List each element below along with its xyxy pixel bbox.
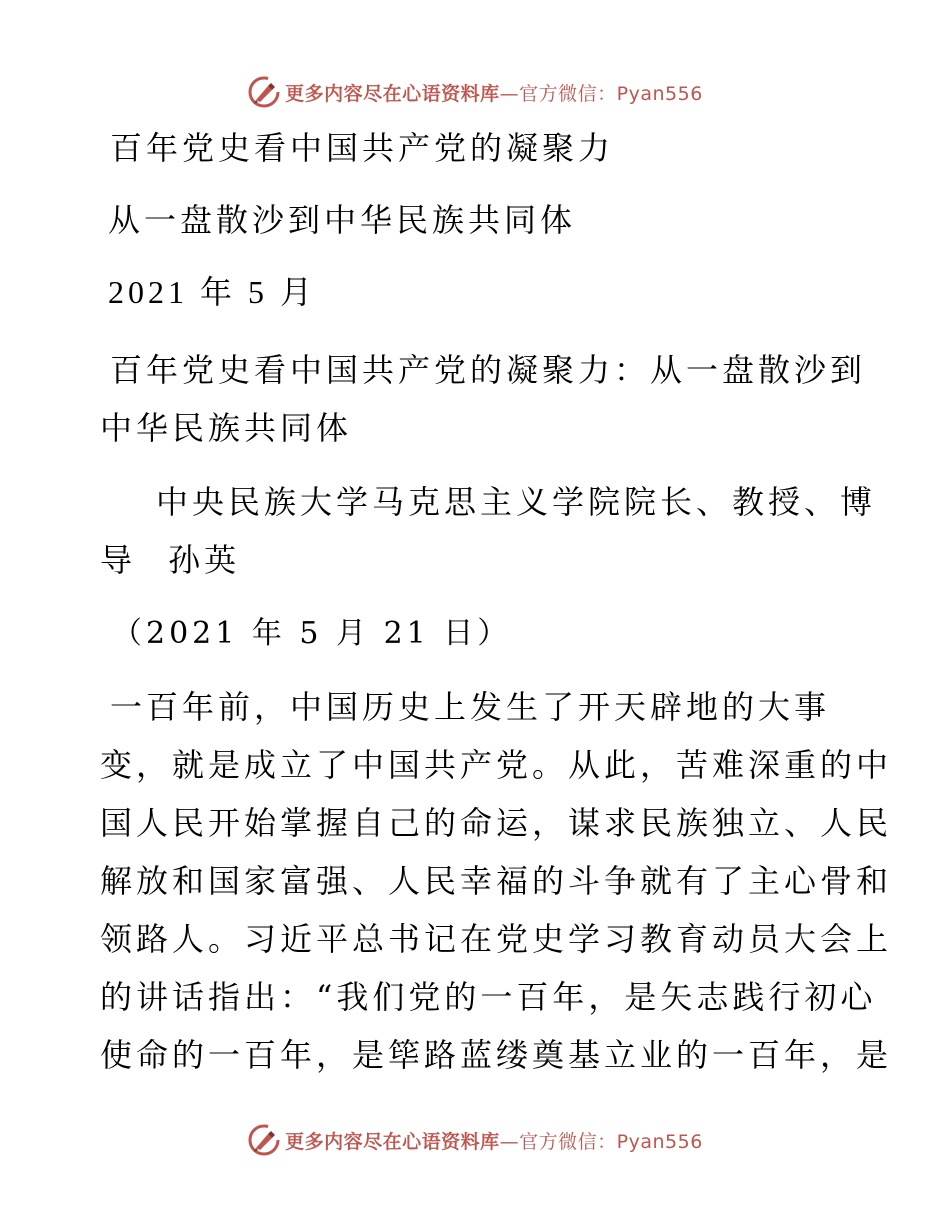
- author-line-2: 导 孙英: [100, 541, 241, 579]
- document-title: 百年党史看中国共产党的凝聚力: [110, 129, 615, 167]
- pen-logo-icon: [247, 75, 281, 109]
- body-line: 国人民开始掌握自己的命运，谋求民族独立、人民: [100, 804, 893, 842]
- article-date: （2021 年 5 月 21 日）: [112, 616, 512, 651]
- article-title-line-1: 百年党史看中国共产党的凝聚力：从一盘散沙到: [110, 351, 867, 389]
- pen-logo-icon: [247, 1123, 281, 1157]
- watermark-text: [285, 1127, 703, 1154]
- body-line: 一百年前，中国历史上发生了开天辟地的大事: [110, 688, 831, 726]
- article-title-line-2: 中华民族共同体: [100, 409, 353, 447]
- author-line-1: 中央民族大学马克思主义学院院长、教授、博: [156, 483, 877, 521]
- body-line: 领路人。习近平总书记在党史学习教育动员大会上: [100, 920, 893, 958]
- watermark-site-name: 更多内容尽在心语资料库: [285, 1130, 500, 1153]
- watermark-wechat: 官方微信：Pyan556: [519, 82, 703, 105]
- body-line: 的讲话指出：“我们党的一百年，是矢志践行初心: [100, 978, 877, 1016]
- header-watermark: [0, 72, 950, 112]
- watermark-dash: —: [499, 82, 520, 105]
- watermark-wechat: 官方微信：Pyan556: [519, 1130, 703, 1153]
- watermark-site-name: 更多内容尽在心语资料库: [285, 82, 500, 105]
- document-date: 2021 年 5 月: [108, 274, 317, 310]
- body-line: 变，就是成立了中国共产党。从此，苦难深重的中: [100, 746, 893, 784]
- watermark-text: [285, 79, 703, 106]
- footer-watermark: [0, 1120, 950, 1160]
- body-line: 使命的一百年，是筚路蓝缕奠基立业的一百年，是: [100, 1036, 893, 1074]
- body-line: 解放和国家富强、人民幸福的斗争就有了主心骨和: [100, 862, 893, 900]
- watermark-dash: —: [499, 1130, 520, 1153]
- document-subtitle: 从一盘散沙到中华民族共同体: [108, 201, 577, 239]
